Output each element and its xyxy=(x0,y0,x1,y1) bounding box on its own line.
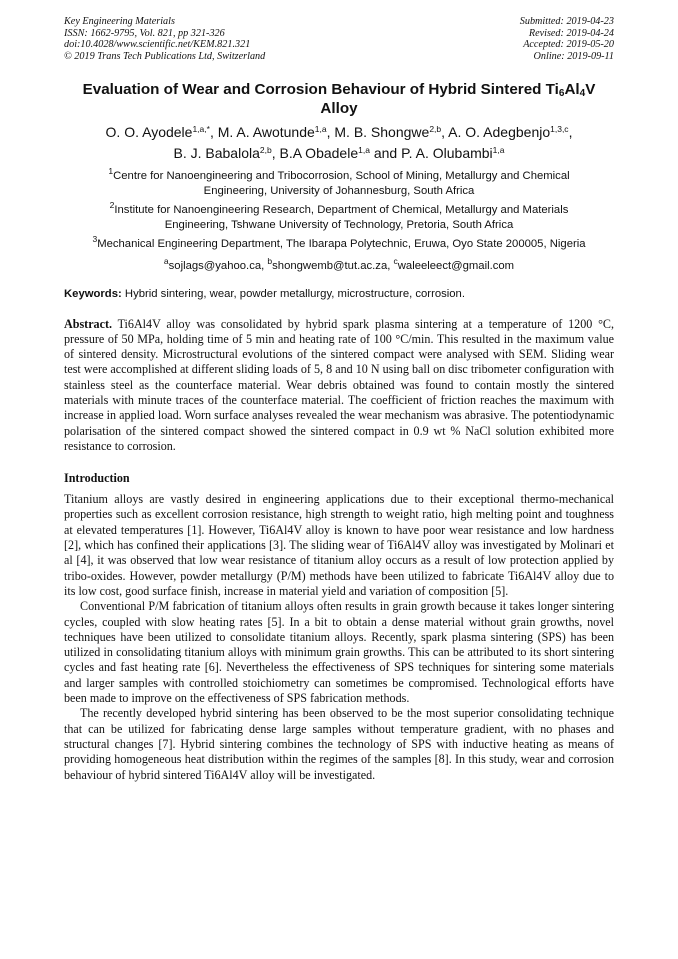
keywords-text: Hybrid sintering, wear, powder metallurgy, microstructure, corrosion. xyxy=(121,288,465,300)
title-text: Evaluation of Wear and Corrosion Behaviour of Hybrid Sintered Ti xyxy=(82,81,559,98)
accepted-date: Accepted: 2019-05-20 xyxy=(523,39,614,50)
journal-name: Key Engineering Materials xyxy=(64,16,175,27)
online-date: Online: 2019-09-11 xyxy=(533,50,614,62)
introduction-heading: Introduction xyxy=(64,471,130,486)
author: A. O. Adegbenjo$^{1,3,c}$, xyxy=(448,124,573,140)
title-subscript: 4 xyxy=(579,88,586,99)
abstract xyxy=(64,317,614,455)
doi-line: doi:10.4028/www.scientific.net/KEM.821.321 xyxy=(64,39,251,50)
email[interactable]: $^b$shongwemb@tut.ac.za, xyxy=(267,255,394,272)
author: P. A. Olubambi$^{1,a}$ xyxy=(401,145,505,161)
intro-paragraph-1: Titanium alloys are vastly desired in engineering applications due to their exceptional thermo-mechanical properties such as excellent corrosion resistance, high strength to weight ratio, high melting point and toughness at elevated temperatures [1]. However, Ti6Al4V alloy is known to have poor wear resistance and low hardness [2], which has confined their applications [3]. The sliding wear of Ti6Al4V alloy was investigated by Molinari et al [4], it was observed that low wear resistance of titanium alloy occurs as a result of low protection applied by tribo-oxides. However, powder metallurgy (P/M) methods have been utilized to fabricate Ti6Al4V alloy due to its low cost, good surface finish, increase in material yield and variation of composition [5]. xyxy=(64,492,614,598)
journal-header xyxy=(64,16,614,62)
intro-paragraph-3: The recently developed hybrid sintering has been observed to be the most superior consolidating technique that can be utilized for fabricating dense large samples without temperature gradient, with no phases and structural changes [7]. Hybrid sintering combines the technology of SPS with inductive heating as means of providing homogeneous heat distribution within the regimes of the samples [8]. In this study, wear and corrosion behaviour of hybrid sintered Ti6Al4V alloy will be investigated. xyxy=(64,706,614,782)
revised-date: Revised: 2019-04-24 xyxy=(528,27,614,39)
submitted-date: Submitted: 2019-04-23 xyxy=(519,16,614,27)
affiliation-3: $^3$Mechanical Engineering Department, The Ibarapa Polytechnic, Eruwa, Oyo State 200005, Nigeria xyxy=(92,234,586,250)
title-text: Alloy xyxy=(320,100,358,117)
author: B. J. Babalola$^{2,b}$, xyxy=(173,145,280,161)
author: M. A. Awotunde$^{1,a}$, xyxy=(217,124,335,140)
author: O. O. Ayodele$^{1,a,*}$, xyxy=(105,124,218,140)
title-text: Al xyxy=(564,81,580,98)
email[interactable]: $^a$sojlags@yahoo.ca, xyxy=(163,255,268,272)
abstract-label: Abstract. xyxy=(64,316,113,331)
keywords xyxy=(64,287,614,302)
author-emails xyxy=(64,255,614,274)
abstract-text: Ti6Al4V alloy was consolidated by hybrid spark plasma sintering at a temperature of 1200 °C, pressure of 50 MPa, holding time of 5 min and heating rate of 100 °C/min. This resulted in the maximum value of sintered density. Microstructural evolutions of the sintered compact were analysed with SEM. Sliding wear test were accomplished at different sliding loads of 5, 8 and 10 N using ball on disc tribometer configuration with stainless steel as the counterface material. Wear debris obtained was found to contain mostly the sintered materials with minute traces of the counterface material. The coefficient of friction reaches the maximum with increase in applied load. Worn surface analyses revealed the wear mechanism was abrasive. The potentiodynamic polarisation of the sintered compact showed the sintered compact in 0.9 wt % NaCl solution exhibited more resistance to corrosion. xyxy=(64,316,614,453)
affiliation-1: $^1$Centre for Nanoengineering and Tribocorrosion, School of Mining, Metallurgy and Chemical Engineering, University of Johannesburg, South Africa xyxy=(108,166,570,197)
header-left xyxy=(64,16,265,62)
paper-title xyxy=(64,80,614,118)
title-text: V xyxy=(585,81,596,98)
issn-line: ISSN: 1662-9795, Vol. 821, pp 321-326 xyxy=(64,27,225,39)
intro-paragraph-2: Conventional P/M fabrication of titanium alloys often results in grain growth because it takes longer sintering cycles, coupled with slow heating rates [5]. In a bit to obtain a dense material without grain growths, novel techniques have been utilized to consolidate titanium alloys. Recently, spark plasma sintering (SPS) has been utilized in consolidating titanium alloys with minimum grain growths. This can be attributed to its short sintering cycles and fast heating rate [6]. Nevertheless the effectiveness of SPS techniques for sintering some materials and larger samples with controlled stoichiometry can sometimes be compromised. Technological efforts have been made to improve on the effectiveness of SPS fabrication methods. xyxy=(64,599,614,706)
copyright-line: © 2019 Trans Tech Publications Ltd, Switzerland xyxy=(64,50,266,62)
author: M. B. Shongwe$^{2,b}$, xyxy=(334,124,449,140)
title-subscript: 6 xyxy=(558,88,565,99)
affiliation-2: $^2$Institute for Nanoengineering Research, Department of Chemical, Metallurgy and Materials Engineering, Tshwane University of Technology, Pretoria, South Africa xyxy=(109,200,569,231)
keywords-label: Keywords: xyxy=(64,288,122,300)
paper-page xyxy=(64,16,614,783)
header-right xyxy=(520,16,614,62)
author: B.A Obadele$^{1,a}$ and xyxy=(279,145,402,161)
author-list xyxy=(64,122,614,164)
email[interactable]: $^c$waleeleect@gmail.com xyxy=(393,255,515,272)
